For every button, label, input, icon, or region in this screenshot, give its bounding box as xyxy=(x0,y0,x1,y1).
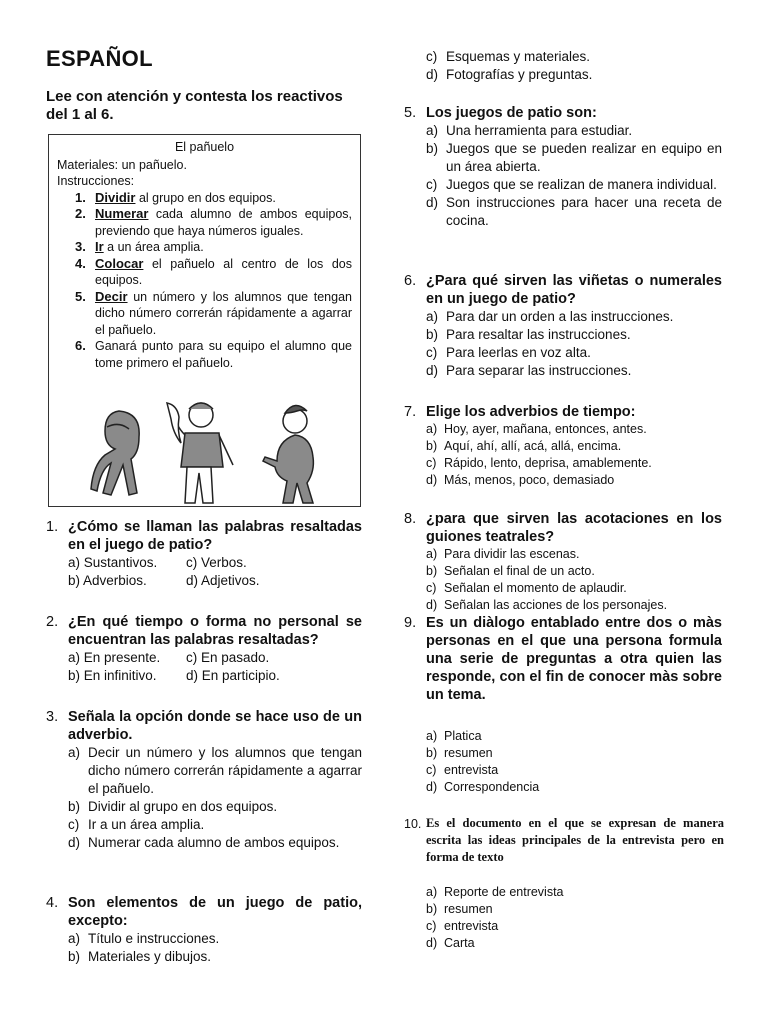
children-playing-illustration xyxy=(89,399,329,505)
question-stem: ¿para que sirven las acotaciones en los guiones teatrales? xyxy=(426,511,722,545)
option: c) Rápido, lento, deprisa, amablemente. xyxy=(426,456,652,470)
question-stem: ¿Para qué sirven las viñetas o numerales en un juego de patio? xyxy=(426,273,722,307)
question-1: 1. ¿Cómo se llaman las palabras resaltadas en el juego de patio? a) Sustantivos. c) Verbos. b) Adverbios. d) Adjetivos. xyxy=(46,519,362,588)
right-child-figure xyxy=(263,405,313,503)
option: b) Dividir al grupo en dos equipos. xyxy=(68,799,278,814)
question-3: 3. Señala la opción donde se hace uso de un adverbio. a) Decir un número y los alumnos que tengan dicho número correrán rápidamente a agarrar el pañuelo. b) Dividir al grupo en dos equipos. c) Ir a un área amplia. d) Numerar cada alumno de ambos equipos. xyxy=(46,709,362,850)
question-10: 10. Es el documento en el que se expresan de manera escrita las ideas principales de la entrevista pero en forma de texto a) Reporte de entrevista b) resumen c) entrevista d) Carta xyxy=(404,816,724,950)
option: b) Para resaltar las instrucciones. xyxy=(426,327,631,342)
instruction-step: 4. Colocar el pañuelo al centro de los dos equipos. xyxy=(75,255,352,287)
page-title: ESPAÑOL xyxy=(46,46,153,71)
answer-options xyxy=(426,728,722,796)
option: d) En participio. xyxy=(186,668,280,683)
reading-materials: Materiales: un pañuelo. xyxy=(57,157,187,172)
answer-options xyxy=(426,48,722,84)
answer-options xyxy=(426,122,722,230)
left-child-figure xyxy=(91,411,139,495)
option: c) Señalan el momento de aplaudir. xyxy=(426,581,627,595)
option: b) resumen xyxy=(426,902,493,916)
question-stem: Los juegos de patio son: xyxy=(426,105,597,121)
option: d) Fotografías y preguntas. xyxy=(426,67,593,82)
instruction-step: 1. Dividir al grupo en dos equipos. xyxy=(75,189,276,205)
option: c) entrevista xyxy=(426,763,499,777)
reading-title: El pañuelo xyxy=(174,140,235,154)
option: a) Título e instrucciones. xyxy=(68,931,220,946)
option: a) Decir un número y los alumnos que tengan dicho número correrán rápidamente a agarrar el pañuelo. xyxy=(68,745,362,796)
option: a) Para dividir las escenas. xyxy=(426,547,580,561)
option: a) En presente. xyxy=(68,650,161,665)
option: b) Adverbios. xyxy=(68,573,147,588)
option: c) Ir a un área amplia. xyxy=(68,817,205,832)
answer-options xyxy=(426,421,722,489)
answer-options xyxy=(68,649,362,685)
option: d) Para separar las instrucciones. xyxy=(426,363,632,378)
question-7: 7. Elige los adverbios de tiempo: a) Hoy, ayer, mañana, entonces, antes. b) Aquí, ahí, allí, acá, allá, encima. c) Rápido, lento, deprisa, amablemente. d) Más, menos, poco, demasiado xyxy=(404,403,722,489)
option: c) entrevista xyxy=(426,919,499,933)
question-stem: Es un diàlogo entablado entre dos o màs personas en el que una persona formula una serie de preguntas a otra quien las responde, con el fin de conocer màs sobre un tema. xyxy=(426,615,722,703)
option: d) Son instrucciones para hacer una receta de cocina. xyxy=(426,195,722,228)
reading-box xyxy=(48,134,361,507)
question-2: 2. ¿En qué tiempo o forma no personal se encuentran las palabras resaltadas? a) En presente. c) En pasado. b) En infinitivo. d) En participio. xyxy=(46,614,362,683)
instruction-step: 3. Ir a un área amplia. xyxy=(75,239,204,254)
option: c) Para leerlas en voz alta. xyxy=(426,345,591,360)
instruction-steps xyxy=(75,190,352,372)
answer-options xyxy=(426,884,724,952)
option: a) Platica xyxy=(426,729,482,743)
question-stem: Elige los adverbios de tiempo: xyxy=(426,404,636,420)
question-4-continued xyxy=(404,48,722,84)
answer-options xyxy=(68,744,362,852)
question-5: 5. Los juegos de patio son: a) Una herramienta para estudiar. b) Juegos que se pueden realizar en equipo en un área abierta. c) Juegos que se realizan de manera individual. d) Son instrucciones para hacer una receta de cocina. xyxy=(404,105,722,228)
option: c) Esquemas y materiales. xyxy=(426,49,591,64)
option: d) Adjetivos. xyxy=(186,573,260,588)
instruction-step: 6. Ganará punto para su equipo el alumno que tome primero el pañuelo. xyxy=(75,338,352,370)
question-stem: ¿En qué tiempo o forma no personal se encuentran las palabras resaltadas? xyxy=(68,614,362,648)
middle-child-figure xyxy=(167,403,233,503)
question-4: 4. Son elementos de un juego de patio, excepto: a) Título e instrucciones. b) Materiales y dibujos. xyxy=(46,895,362,964)
option: a) Reporte de entrevista xyxy=(426,885,564,899)
option: c) En pasado. xyxy=(186,650,270,665)
option: a) Hoy, ayer, mañana, entonces, antes. xyxy=(426,422,647,436)
answer-options xyxy=(426,546,722,614)
option: d) Más, menos, poco, demasiado xyxy=(426,473,615,487)
instruction-step: 5. Decir un número y los alumnos que tengan dicho número correrán rápidamente a agarrar el pañuelo. xyxy=(75,288,352,337)
option: a) Sustantivos. xyxy=(68,555,158,570)
option: c) Juegos que se realizan de manera individual. xyxy=(426,177,717,192)
option: d) Numerar cada alumno de ambos equipos. xyxy=(68,835,340,850)
option: a) Una herramienta para estudiar. xyxy=(426,123,633,138)
instruction-step: 2. Numerar cada alumno de ambos equipos, previendo que haya números iguales. xyxy=(75,206,352,238)
option: b) resumen xyxy=(426,746,493,760)
answer-options xyxy=(68,554,362,590)
option: b) Aquí, ahí, allí, acá, allá, encima. xyxy=(426,439,622,453)
question-stem: Son elementos de un juego de patio, excepto: xyxy=(68,895,362,929)
answer-options xyxy=(68,930,362,966)
option: b) Materiales y dibujos. xyxy=(68,949,212,964)
option: d) Carta xyxy=(426,936,475,950)
question-stem: ¿Cómo se llaman las palabras resaltadas en el juego de patio? xyxy=(68,519,362,553)
question-stem: Es el documento en el que se expresan de manera escrita las ideas principales de la entrevista pero en forma de texto xyxy=(426,816,724,864)
option: a) Para dar un orden a las instrucciones. xyxy=(426,309,674,324)
option: d) Correspondencia xyxy=(426,780,540,794)
option: c) Verbos. xyxy=(186,555,247,570)
reading-instructions-label: Instrucciones: xyxy=(57,174,135,188)
question-8: 8. ¿para que sirven las acotaciones en los guiones teatrales? a) Para dividir las escenas. b) Señalan el final de un acto. c) Señalan el momento de aplaudir. d) Señalan las acciones de los personajes. xyxy=(404,511,722,612)
instructions-heading: Lee con atención y contesta los reactivos del 1 al 6. xyxy=(46,88,343,123)
question-9: 9. Es un diàlogo entablado entre dos o màs personas en el que una persona formula una serie de preguntas a otra quien las responde, con el fin de conocer màs sobre un tema. a) Platica b) resumen c) entrevista d) Correspondencia xyxy=(404,615,722,794)
question-stem: Señala la opción donde se hace uso de un adverbio. xyxy=(68,709,362,743)
option: b) Juegos que se pueden realizar en equipo en un área abierta. xyxy=(426,141,722,174)
option: d) Señalan las acciones de los personajes. xyxy=(426,598,668,612)
question-6: 6. ¿Para qué sirven las viñetas o numerales en un juego de patio? a) Para dar un orden a las instrucciones. b) Para resaltar las instrucciones. c) Para leerlas en voz alta. d) Para separar las instrucciones. xyxy=(404,273,722,378)
answer-options xyxy=(426,308,722,380)
option: b) Señalan el final de un acto. xyxy=(426,564,595,578)
option: b) En infinitivo. xyxy=(68,668,157,683)
